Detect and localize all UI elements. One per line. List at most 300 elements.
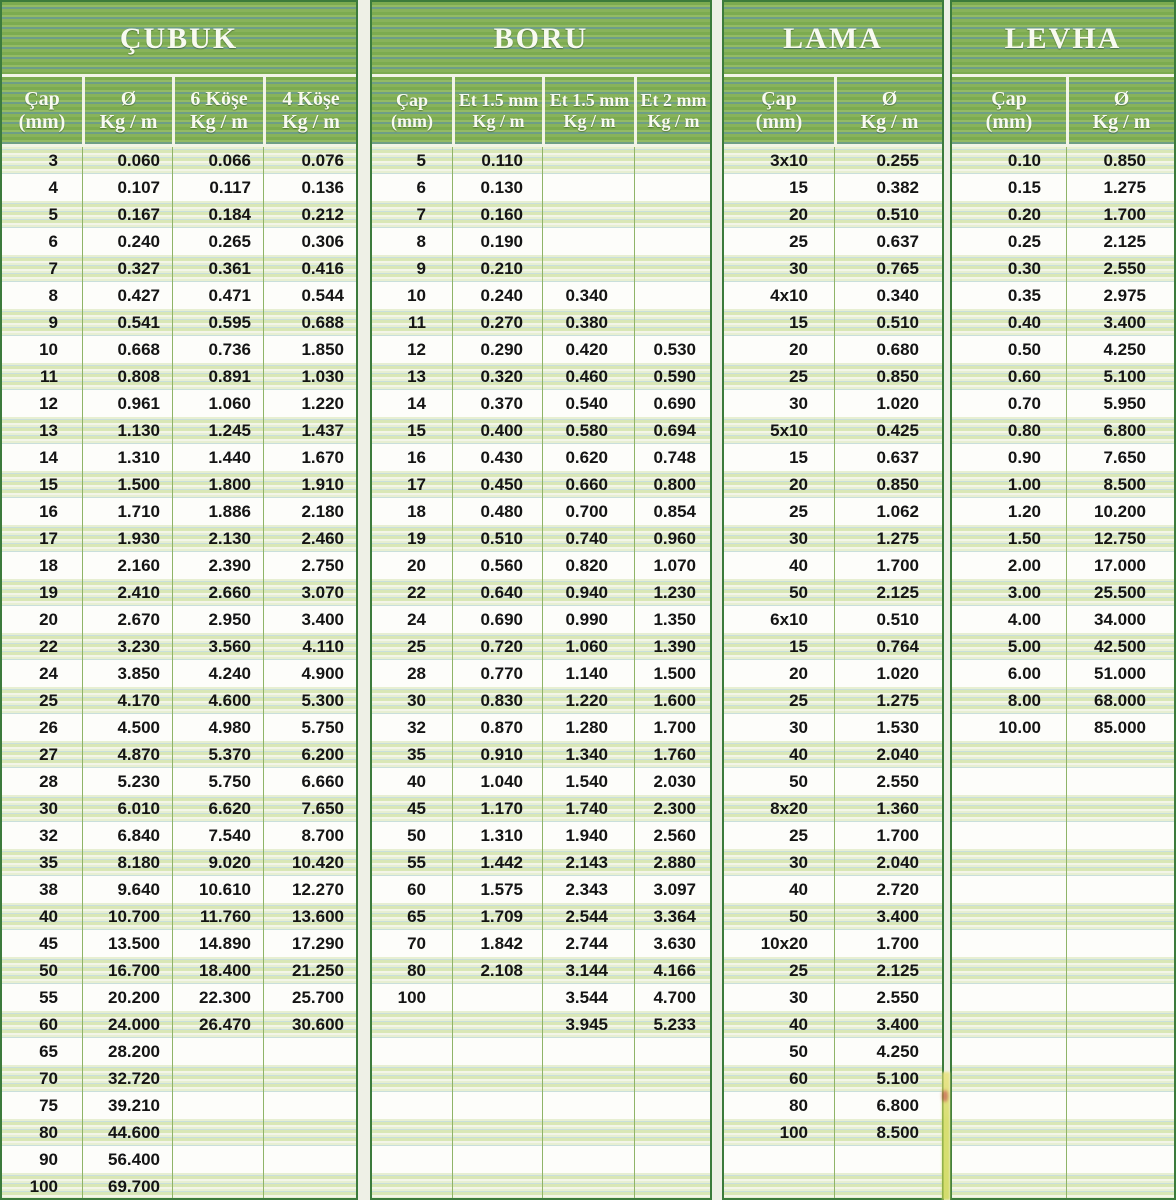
table-row <box>2 309 356 336</box>
table-cell: 8.500 <box>834 1119 942 1146</box>
table-cell: 0.800 <box>634 471 710 498</box>
table-cell: 3.630 <box>634 930 710 957</box>
table-cell: 3.364 <box>634 903 710 930</box>
table-row <box>952 930 1174 957</box>
table-cell: 50 <box>789 583 808 602</box>
table-cell: 80 <box>39 1123 58 1142</box>
table-cell: 8 <box>48 286 58 305</box>
table-cell: 4.250 <box>1066 336 1174 363</box>
table-cell: 1.710 <box>82 498 172 525</box>
table-cell: 0.850 <box>834 363 942 390</box>
table-cell: 15 <box>407 421 426 440</box>
table-row <box>372 417 710 444</box>
table-cell: 0.530 <box>634 336 710 363</box>
table-cell: 25 <box>789 232 808 251</box>
table-cell: 8x20 <box>770 799 808 818</box>
table-cell: 1.886 <box>172 498 263 525</box>
table-cell <box>372 1065 452 1092</box>
table-cell <box>542 1038 634 1065</box>
table-row <box>724 1065 942 1092</box>
table-row <box>2 1065 356 1092</box>
table-cell: 2.00 <box>1007 556 1041 575</box>
table-cell: 13.500 <box>82 930 172 957</box>
table-cell <box>834 1146 942 1173</box>
table-cell <box>372 1146 452 1173</box>
table-cell <box>172 1146 263 1173</box>
table-cell: 9 <box>48 313 58 332</box>
table-cell: 0.290 <box>452 336 542 363</box>
table-cell: 40 <box>789 556 808 575</box>
table-cell: 1.850 <box>263 336 356 363</box>
table-cell: 1.530 <box>834 714 942 741</box>
column-header-line2: Kg / m <box>99 110 158 133</box>
table-cell: 20 <box>789 664 808 683</box>
table-cell <box>952 795 1066 822</box>
table-cell: 12.750 <box>1066 525 1174 552</box>
table-cell <box>634 282 710 309</box>
table-cell: 0.688 <box>263 309 356 336</box>
table-cell: 6.010 <box>82 795 172 822</box>
table-cell: 0.30 <box>1007 259 1041 278</box>
table-cell: 5.100 <box>834 1065 942 1092</box>
table-cell <box>263 1119 356 1146</box>
table-cell: 5x10 <box>770 421 808 440</box>
table-row <box>2 444 356 471</box>
table-cell: 1.020 <box>834 660 942 687</box>
table-cell: 0.668 <box>82 336 172 363</box>
column-header-line2: (mm) <box>755 110 803 133</box>
table-cell: 0.130 <box>452 174 542 201</box>
table-cell: 60 <box>39 1015 58 1034</box>
table-cell: 0.15 <box>1007 178 1041 197</box>
table-cell: 0.35 <box>1007 286 1041 305</box>
table-row <box>2 1173 356 1200</box>
table-cell: 0.540 <box>542 390 634 417</box>
table-cell: 2.550 <box>1066 255 1174 282</box>
table-row <box>952 309 1174 336</box>
table-cell: 1.030 <box>263 363 356 390</box>
table-row <box>2 1119 356 1146</box>
table-cell: 25 <box>789 502 808 521</box>
table-row <box>372 876 710 903</box>
table-cell: 15 <box>789 448 808 467</box>
table-row <box>952 1092 1174 1119</box>
table-cell: 5 <box>48 205 58 224</box>
column-header-line1: Et 1.5 mm <box>549 90 630 111</box>
table-row <box>2 471 356 498</box>
table-row <box>952 201 1174 228</box>
table-row <box>372 444 710 471</box>
table-cell: 2.744 <box>542 930 634 957</box>
table-cell: 30 <box>789 718 808 737</box>
table-cell <box>1066 930 1174 957</box>
column-header-line1: Çap <box>395 90 428 111</box>
table-cell <box>372 1092 452 1119</box>
column-header-line1: Çap <box>761 88 797 111</box>
table-cell <box>634 201 710 228</box>
table-cell: 1.140 <box>542 660 634 687</box>
table-cell: 5.233 <box>634 1011 710 1038</box>
table-row <box>2 1092 356 1119</box>
table-cell: 34.000 <box>1066 606 1174 633</box>
table-row <box>372 498 710 525</box>
table-cell: 0.370 <box>452 390 542 417</box>
table-cell: 0.076 <box>263 147 356 174</box>
table-row <box>952 147 1174 174</box>
table-row <box>372 822 710 849</box>
table-cell: 0.110 <box>452 147 542 174</box>
table-cell: 0.580 <box>542 417 634 444</box>
table-cell: 0.25 <box>1007 232 1041 251</box>
table-cell: 69.700 <box>82 1173 172 1200</box>
table-cell <box>1066 822 1174 849</box>
table-cell: 3.544 <box>542 984 634 1011</box>
table-row <box>2 822 356 849</box>
table-cell: 1.700 <box>834 822 942 849</box>
table-row <box>724 255 942 282</box>
table-cell: 30 <box>789 853 808 872</box>
table-cell: 5.370 <box>172 741 263 768</box>
table-cell: 40 <box>789 745 808 764</box>
table-cell: 40 <box>407 772 426 791</box>
table-cell: 25.500 <box>1066 579 1174 606</box>
table-cell: 1.910 <box>263 471 356 498</box>
table-cell: 0.450 <box>452 471 542 498</box>
table-cell: 6 <box>48 232 58 251</box>
table-lama-header-row <box>724 77 942 147</box>
table-cell: 0.427 <box>82 282 172 309</box>
table-cell: 25 <box>39 691 58 710</box>
table-cell: 0.382 <box>834 174 942 201</box>
table-cell: 5.100 <box>1066 363 1174 390</box>
table-cell <box>263 1038 356 1065</box>
table-cell <box>724 1146 834 1173</box>
table-row <box>952 228 1174 255</box>
table-cell <box>1066 876 1174 903</box>
table-cell <box>952 984 1066 1011</box>
table-cell <box>952 768 1066 795</box>
table-row <box>2 606 356 633</box>
table-row <box>952 1065 1174 1092</box>
table-cell: 6.00 <box>1007 664 1041 683</box>
table-cell: 4x10 <box>770 286 808 305</box>
table-cell: 1.800 <box>172 471 263 498</box>
table-cell: 15 <box>789 637 808 656</box>
table-cell <box>634 228 710 255</box>
table-cell: 1.540 <box>542 768 634 795</box>
table-cell: 5.230 <box>82 768 172 795</box>
table-cell: 0.107 <box>82 174 172 201</box>
table-cell: 10.700 <box>82 903 172 930</box>
table-cell: 0.770 <box>452 660 542 687</box>
table-cell: 35 <box>407 745 426 764</box>
table-cell: 11 <box>408 313 426 332</box>
table-cell: 0.10 <box>1007 151 1041 170</box>
table-cell <box>1066 1092 1174 1119</box>
table-row <box>372 1038 710 1065</box>
table-cell: 2.300 <box>634 795 710 822</box>
table-cell: 1.575 <box>452 876 542 903</box>
table-cell: 2.160 <box>82 552 172 579</box>
table-cell: 2.720 <box>834 876 942 903</box>
table-cell: 2.125 <box>834 579 942 606</box>
table-cell: 4.250 <box>834 1038 942 1065</box>
table-row <box>724 687 942 714</box>
table-row <box>952 1146 1174 1173</box>
table-cell: 7.650 <box>263 795 356 822</box>
table-cell: 1.310 <box>82 444 172 471</box>
column-header-line1: Ø <box>881 88 898 111</box>
table-cell: 39.210 <box>82 1092 172 1119</box>
table-row <box>372 768 710 795</box>
table-cell: 0.184 <box>172 201 263 228</box>
table-row <box>2 930 356 957</box>
table-cell <box>952 876 1066 903</box>
table-row <box>372 795 710 822</box>
table-row <box>952 444 1174 471</box>
table-cell: 40 <box>789 880 808 899</box>
table-row <box>372 336 710 363</box>
table-cell: 9.020 <box>172 849 263 876</box>
column-header-line2: Kg / m <box>563 110 616 131</box>
table-cell: 0.320 <box>452 363 542 390</box>
table-cell: 8 <box>416 232 426 251</box>
table-cell: 0.20 <box>1007 205 1041 224</box>
table-row <box>372 363 710 390</box>
table-row <box>724 606 942 633</box>
table-row <box>2 1146 356 1173</box>
table-cell: 30 <box>39 799 58 818</box>
table-cell: 3.097 <box>634 876 710 903</box>
table-cell: 0.240 <box>82 228 172 255</box>
table-cell: 1.062 <box>834 498 942 525</box>
table-cell: 1.842 <box>452 930 542 957</box>
table-cell: 0.40 <box>1007 313 1041 332</box>
table-cell: 2.880 <box>634 849 710 876</box>
column-header-line2: Kg / m <box>472 110 525 131</box>
table-cell: 30.600 <box>263 1011 356 1038</box>
table-cell <box>172 1092 263 1119</box>
table-cell: 6.200 <box>263 741 356 768</box>
table-cell <box>263 1092 356 1119</box>
table-cell: 3 <box>48 151 58 170</box>
table-cell: 17.000 <box>1066 552 1174 579</box>
table-row <box>372 390 710 417</box>
table-row <box>372 1065 710 1092</box>
table-cell: 80 <box>789 1096 808 1115</box>
table-cell: 0.637 <box>834 444 942 471</box>
table-cell: 0.420 <box>542 336 634 363</box>
table-cell <box>1066 795 1174 822</box>
table-cell: 2.030 <box>634 768 710 795</box>
table-cell: 1.060 <box>172 390 263 417</box>
table-cell: 70 <box>39 1069 58 1088</box>
table-cell <box>452 1065 542 1092</box>
table-cell: 8.500 <box>1066 471 1174 498</box>
table-row <box>2 849 356 876</box>
table-row <box>372 903 710 930</box>
table-cell: 0.255 <box>834 147 942 174</box>
table-levha-header-row <box>952 77 1174 147</box>
table-cell: 0.90 <box>1007 448 1041 467</box>
table-cell: 26 <box>39 718 58 737</box>
table-row <box>724 957 942 984</box>
column-header-line1: 4 Köşe <box>282 88 340 111</box>
table-row <box>724 930 942 957</box>
table-cell <box>834 1173 942 1200</box>
table-row <box>372 606 710 633</box>
table-cell <box>372 1173 452 1200</box>
column-header-line1: Çap <box>24 88 60 111</box>
table-cell: 10.420 <box>263 849 356 876</box>
table-cell <box>634 309 710 336</box>
table-cell: 25 <box>789 961 808 980</box>
column-header <box>542 77 634 144</box>
table-cell: 24 <box>407 610 426 629</box>
table-cell: 0.400 <box>452 417 542 444</box>
table-cell: 9 <box>416 259 426 278</box>
table-cell: 1.740 <box>542 795 634 822</box>
table-row <box>2 714 356 741</box>
table-cell: 11.760 <box>172 903 263 930</box>
table-cell: 40 <box>39 907 58 926</box>
table-cell: 32 <box>39 826 58 845</box>
table-cell: 1.700 <box>1066 201 1174 228</box>
table-cell: 14 <box>407 394 426 413</box>
table-row <box>2 282 356 309</box>
table-cell: 2.660 <box>172 579 263 606</box>
table-row <box>372 660 710 687</box>
table-cell: 1.442 <box>452 849 542 876</box>
table-cell: 13 <box>39 421 58 440</box>
table-cell: 30 <box>789 394 808 413</box>
table-cell: 1.930 <box>82 525 172 552</box>
table-cell: 17.290 <box>263 930 356 957</box>
table-cell: 3x10 <box>770 151 808 170</box>
table-cell: 1.340 <box>542 741 634 768</box>
table-row <box>952 795 1174 822</box>
table-cell: 7.540 <box>172 822 263 849</box>
table-cell: 56.400 <box>82 1146 172 1173</box>
table-cell: 2.180 <box>263 498 356 525</box>
column-header <box>82 77 172 144</box>
table-cell: 3.400 <box>263 606 356 633</box>
table-cell: 0.70 <box>1007 394 1041 413</box>
table-cell: 2.343 <box>542 876 634 903</box>
table-cell: 2.750 <box>263 552 356 579</box>
table-cell <box>952 741 1066 768</box>
table-cell <box>634 1146 710 1173</box>
table-row <box>724 1011 942 1038</box>
table-cell: 0.850 <box>834 471 942 498</box>
table-row <box>372 849 710 876</box>
table-cell: 0.637 <box>834 228 942 255</box>
table-cell: 50 <box>789 1042 808 1061</box>
table-cell <box>263 1065 356 1092</box>
table-cell <box>372 1011 452 1038</box>
table-cell: 0.340 <box>542 282 634 309</box>
table-row <box>724 633 942 660</box>
table-cell: 1.275 <box>834 687 942 714</box>
table-cell: 8.180 <box>82 849 172 876</box>
table-row <box>372 957 710 984</box>
table-cell: 1.040 <box>452 768 542 795</box>
table-row <box>724 417 942 444</box>
table-cell: 1.220 <box>263 390 356 417</box>
table-cell <box>452 1011 542 1038</box>
table-row <box>724 1146 942 1173</box>
table-row <box>2 768 356 795</box>
table-cell: 0.544 <box>263 282 356 309</box>
table-cell: 20 <box>789 205 808 224</box>
table-cell: 10.610 <box>172 876 263 903</box>
table-cell: 2.040 <box>834 741 942 768</box>
table-cell <box>634 174 710 201</box>
table-cell: 1.500 <box>82 471 172 498</box>
table-cell: 1.440 <box>172 444 263 471</box>
table-cell: 2.950 <box>172 606 263 633</box>
table-row <box>724 444 942 471</box>
table-cell: 5.750 <box>172 768 263 795</box>
table-cell: 0.510 <box>452 525 542 552</box>
table-cell: 4.600 <box>172 687 263 714</box>
table-cell: 22.300 <box>172 984 263 1011</box>
table-row <box>2 984 356 1011</box>
table-cell: 2.550 <box>834 984 942 1011</box>
table-cell: 65 <box>39 1042 58 1061</box>
table-row <box>724 309 942 336</box>
table-cell <box>172 1065 263 1092</box>
table-row <box>952 363 1174 390</box>
table-cell: 0.736 <box>172 336 263 363</box>
table-cell: 0.694 <box>634 417 710 444</box>
table-cubuk <box>0 0 358 1200</box>
table-cell: 0.620 <box>542 444 634 471</box>
table-cell: 2.410 <box>82 579 172 606</box>
table-cell <box>634 1038 710 1065</box>
table-cell: 80 <box>407 961 426 980</box>
table-cell: 16 <box>407 448 426 467</box>
table-cell: 45 <box>39 934 58 953</box>
table-row <box>952 525 1174 552</box>
table-cell: 28 <box>39 772 58 791</box>
table-cell: 42.500 <box>1066 633 1174 660</box>
table-cell: 1.700 <box>634 714 710 741</box>
table-cell: 0.764 <box>834 633 942 660</box>
table-cell: 4.00 <box>1007 610 1041 629</box>
table-row <box>724 768 942 795</box>
table-cell <box>1066 1173 1174 1200</box>
table-cell: 2.125 <box>1066 228 1174 255</box>
table-cell: 32 <box>407 718 426 737</box>
table-cell: 1.390 <box>634 633 710 660</box>
table-cell: 0.327 <box>82 255 172 282</box>
table-row <box>724 228 942 255</box>
table-cell: 85.000 <box>1066 714 1174 741</box>
table-row <box>952 768 1174 795</box>
table-row <box>2 633 356 660</box>
table-row <box>952 1173 1174 1200</box>
table-cell: 14.890 <box>172 930 263 957</box>
table-cell: 55 <box>39 988 58 1007</box>
table-cell: 1.280 <box>542 714 634 741</box>
table-cell: 0.265 <box>172 228 263 255</box>
table-cell: 1.310 <box>452 822 542 849</box>
table-cell: 0.306 <box>263 228 356 255</box>
table-cell: 4.700 <box>634 984 710 1011</box>
table-cell: 65 <box>407 907 426 926</box>
column-header-line2: Kg / m <box>190 110 248 133</box>
